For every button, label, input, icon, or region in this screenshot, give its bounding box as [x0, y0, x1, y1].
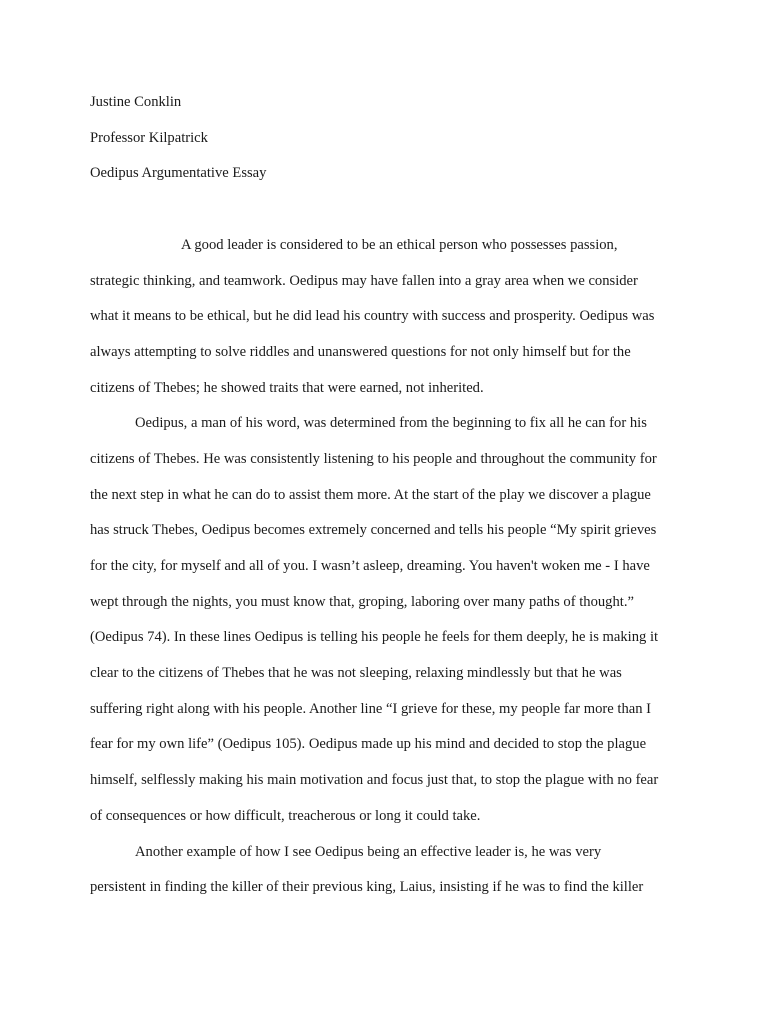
body-line: strategic thinking, and teamwork. Oedipus may have fallen into a gray area when we consider	[90, 273, 638, 289]
body-line: citizens of Thebes. He was consistently listening to his people and throughout the community for	[90, 451, 657, 467]
essay-title: Oedipus Argumentative Essay	[90, 165, 267, 181]
body-line: (Oedipus 74). In these lines Oedipus is telling his people he feels for them deeply, he is making it	[90, 629, 659, 645]
instructor-name: Professor Kilpatrick	[90, 130, 208, 146]
body-line: suffering right along with his people. Another line “I grieve for these, my people far more than I	[90, 701, 652, 717]
author-name: Justine Conklin	[90, 94, 182, 110]
body-line: wept through the nights, you must know that, groping, laboring over many paths of thought.”	[90, 594, 634, 610]
body-line: always attempting to solve riddles and unanswered questions for not only himself but for the	[90, 344, 631, 360]
body-line: citizens of Thebes; he showed traits that were earned, not inherited.	[90, 380, 484, 396]
body-line: of consequences or how difficult, treacherous or long it could take.	[90, 808, 481, 824]
body-line: for the city, for myself and all of you. I wasn’t asleep, dreaming. You haven't woken me - I have	[90, 558, 650, 574]
body-line: fear for my own life” (Oedipus 105). Oedipus made up his mind and decided to stop the plague	[90, 736, 647, 752]
body-line: clear to the citizens of Thebes that he was not sleeping, relaxing mindlessly but that he was	[90, 665, 622, 681]
body-line: A good leader is considered to be an ethical person who possesses passion,	[181, 237, 618, 253]
body-line: Another example of how I see Oedipus being an effective leader is, he was very	[135, 844, 602, 860]
body-line: Oedipus, a man of his word, was determined from the beginning to fix all he can for his	[135, 415, 647, 431]
body-line: himself, selflessly making his main motivation and focus just that, to stop the plague with no fear	[90, 772, 659, 788]
body-line: the next step in what he can do to assist them more. At the start of the play we discover a plague	[90, 487, 651, 503]
body-line: persistent in finding the killer of their previous king, Laius, insisting if he was to find the killer	[90, 879, 644, 895]
body-line: what it means to be ethical, but he did lead his country with success and prosperity. Oedipus was	[90, 308, 655, 324]
body-line: has struck Thebes, Oedipus becomes extremely concerned and tells his people “My spirit grieves	[90, 522, 657, 538]
